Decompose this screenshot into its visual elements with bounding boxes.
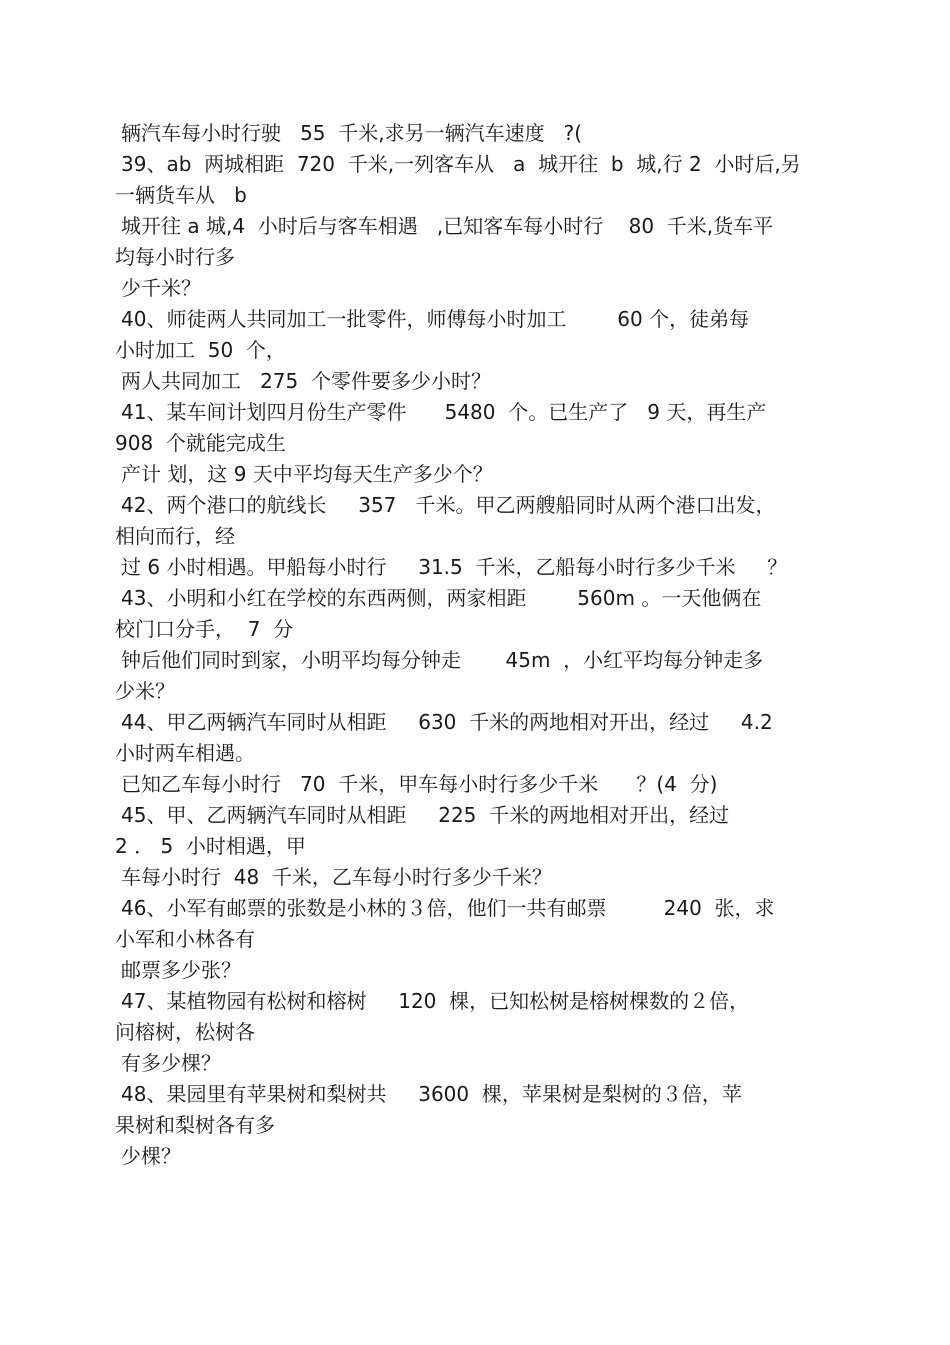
text-line: 2 ． 5 小时相遇，甲 xyxy=(115,834,306,858)
text-line: 43、小明和小红在学校的东西两侧，两家相距 560m 。一天他俩在 xyxy=(121,586,762,610)
text-line: 40、师徒两人共同加工一批零件，师傅每小时加工 60 个，徒弟每 xyxy=(121,307,750,331)
text-line: 过 6 小时相遇。甲船每小时行 31.5 千米，乙船每小时行多少千米 ？ xyxy=(121,555,788,579)
text-line: 41、某车间计划四月份生产零件 5480 个。已生产了 9 天，再生产 xyxy=(121,400,767,424)
text-line: 46、小军有邮票的张数是小林的３倍，他们一共有邮票 240 张，求 xyxy=(121,896,775,920)
text-line: 相向而行，经 xyxy=(115,524,235,548)
document-body xyxy=(115,118,835,1172)
text-line: 少米？ xyxy=(115,679,175,703)
text-line: 45、甲、乙两辆汽车同时从相距 225 千米的两地相对开出，经过 xyxy=(121,803,730,827)
text-line: 车每小时行 48 千米，乙车每小时行多少千米？ xyxy=(121,865,552,889)
text-line: 钟后他们同时到家，小明平均每分钟走 45m ，小红平均每分钟走多 xyxy=(121,648,764,672)
text-line: 47、某植物园有松树和榕树 120 棵，已知松树是榕树棵数的２倍， xyxy=(121,989,750,1013)
text-line: 两人共同加工 275 个零件要多少小时？ xyxy=(121,369,491,393)
text-line: 邮票多少张？ xyxy=(121,958,241,982)
text-line: 44、甲乙两辆汽车同时从相距 630 千米的两地相对开出，经过 4.2 xyxy=(121,710,773,734)
text-line: 辆汽车每小时行驶 55 千米,求另一辆汽车速度 ?( xyxy=(121,121,583,145)
text-line: 有多少棵？ xyxy=(121,1051,221,1075)
text-line: 少棵？ xyxy=(121,1144,181,1168)
text-line: 均每小时行多 xyxy=(115,245,235,269)
text-line: 校门口分手， 7 分 xyxy=(115,617,294,641)
text-line: 小时加工 50 个， xyxy=(115,338,286,362)
text-line: 小军和小林各有 xyxy=(115,927,255,951)
text-line: 果树和梨树各有多 xyxy=(115,1113,275,1137)
text-line: 已知乙车每小时行 70 千米，甲车每小时行多少千米 ？(4 分) xyxy=(121,772,718,796)
text-line: 42、两个港口的航线长 357 千米。甲乙两艘船同时从两个港口出发， xyxy=(121,493,776,517)
text-line: 一辆货车从 b xyxy=(115,183,247,207)
text-line: 小时两车相遇。 xyxy=(115,741,255,765)
text-line: 39、ab 两城相距 720 千米,一列客车从 a 城开往 b 城,行 2 小时后,另 xyxy=(121,152,801,176)
text-line: 少千米？ xyxy=(121,276,201,300)
text-line: 908 个就能完成生 xyxy=(115,431,286,455)
text-line: 城开往 a 城,4 小时后与客车相遇 ,已知客车每小时行 80 千米,货车平 xyxy=(121,214,774,238)
text-line: 产计 划，这 9 天中平均每天生产多少个？ xyxy=(121,462,493,486)
text-line: 问榕树，松树各 xyxy=(115,1020,255,1044)
text-line: 48、果园里有苹果树和梨树共 3600 棵，苹果树是梨树的３倍，苹 xyxy=(121,1082,742,1106)
